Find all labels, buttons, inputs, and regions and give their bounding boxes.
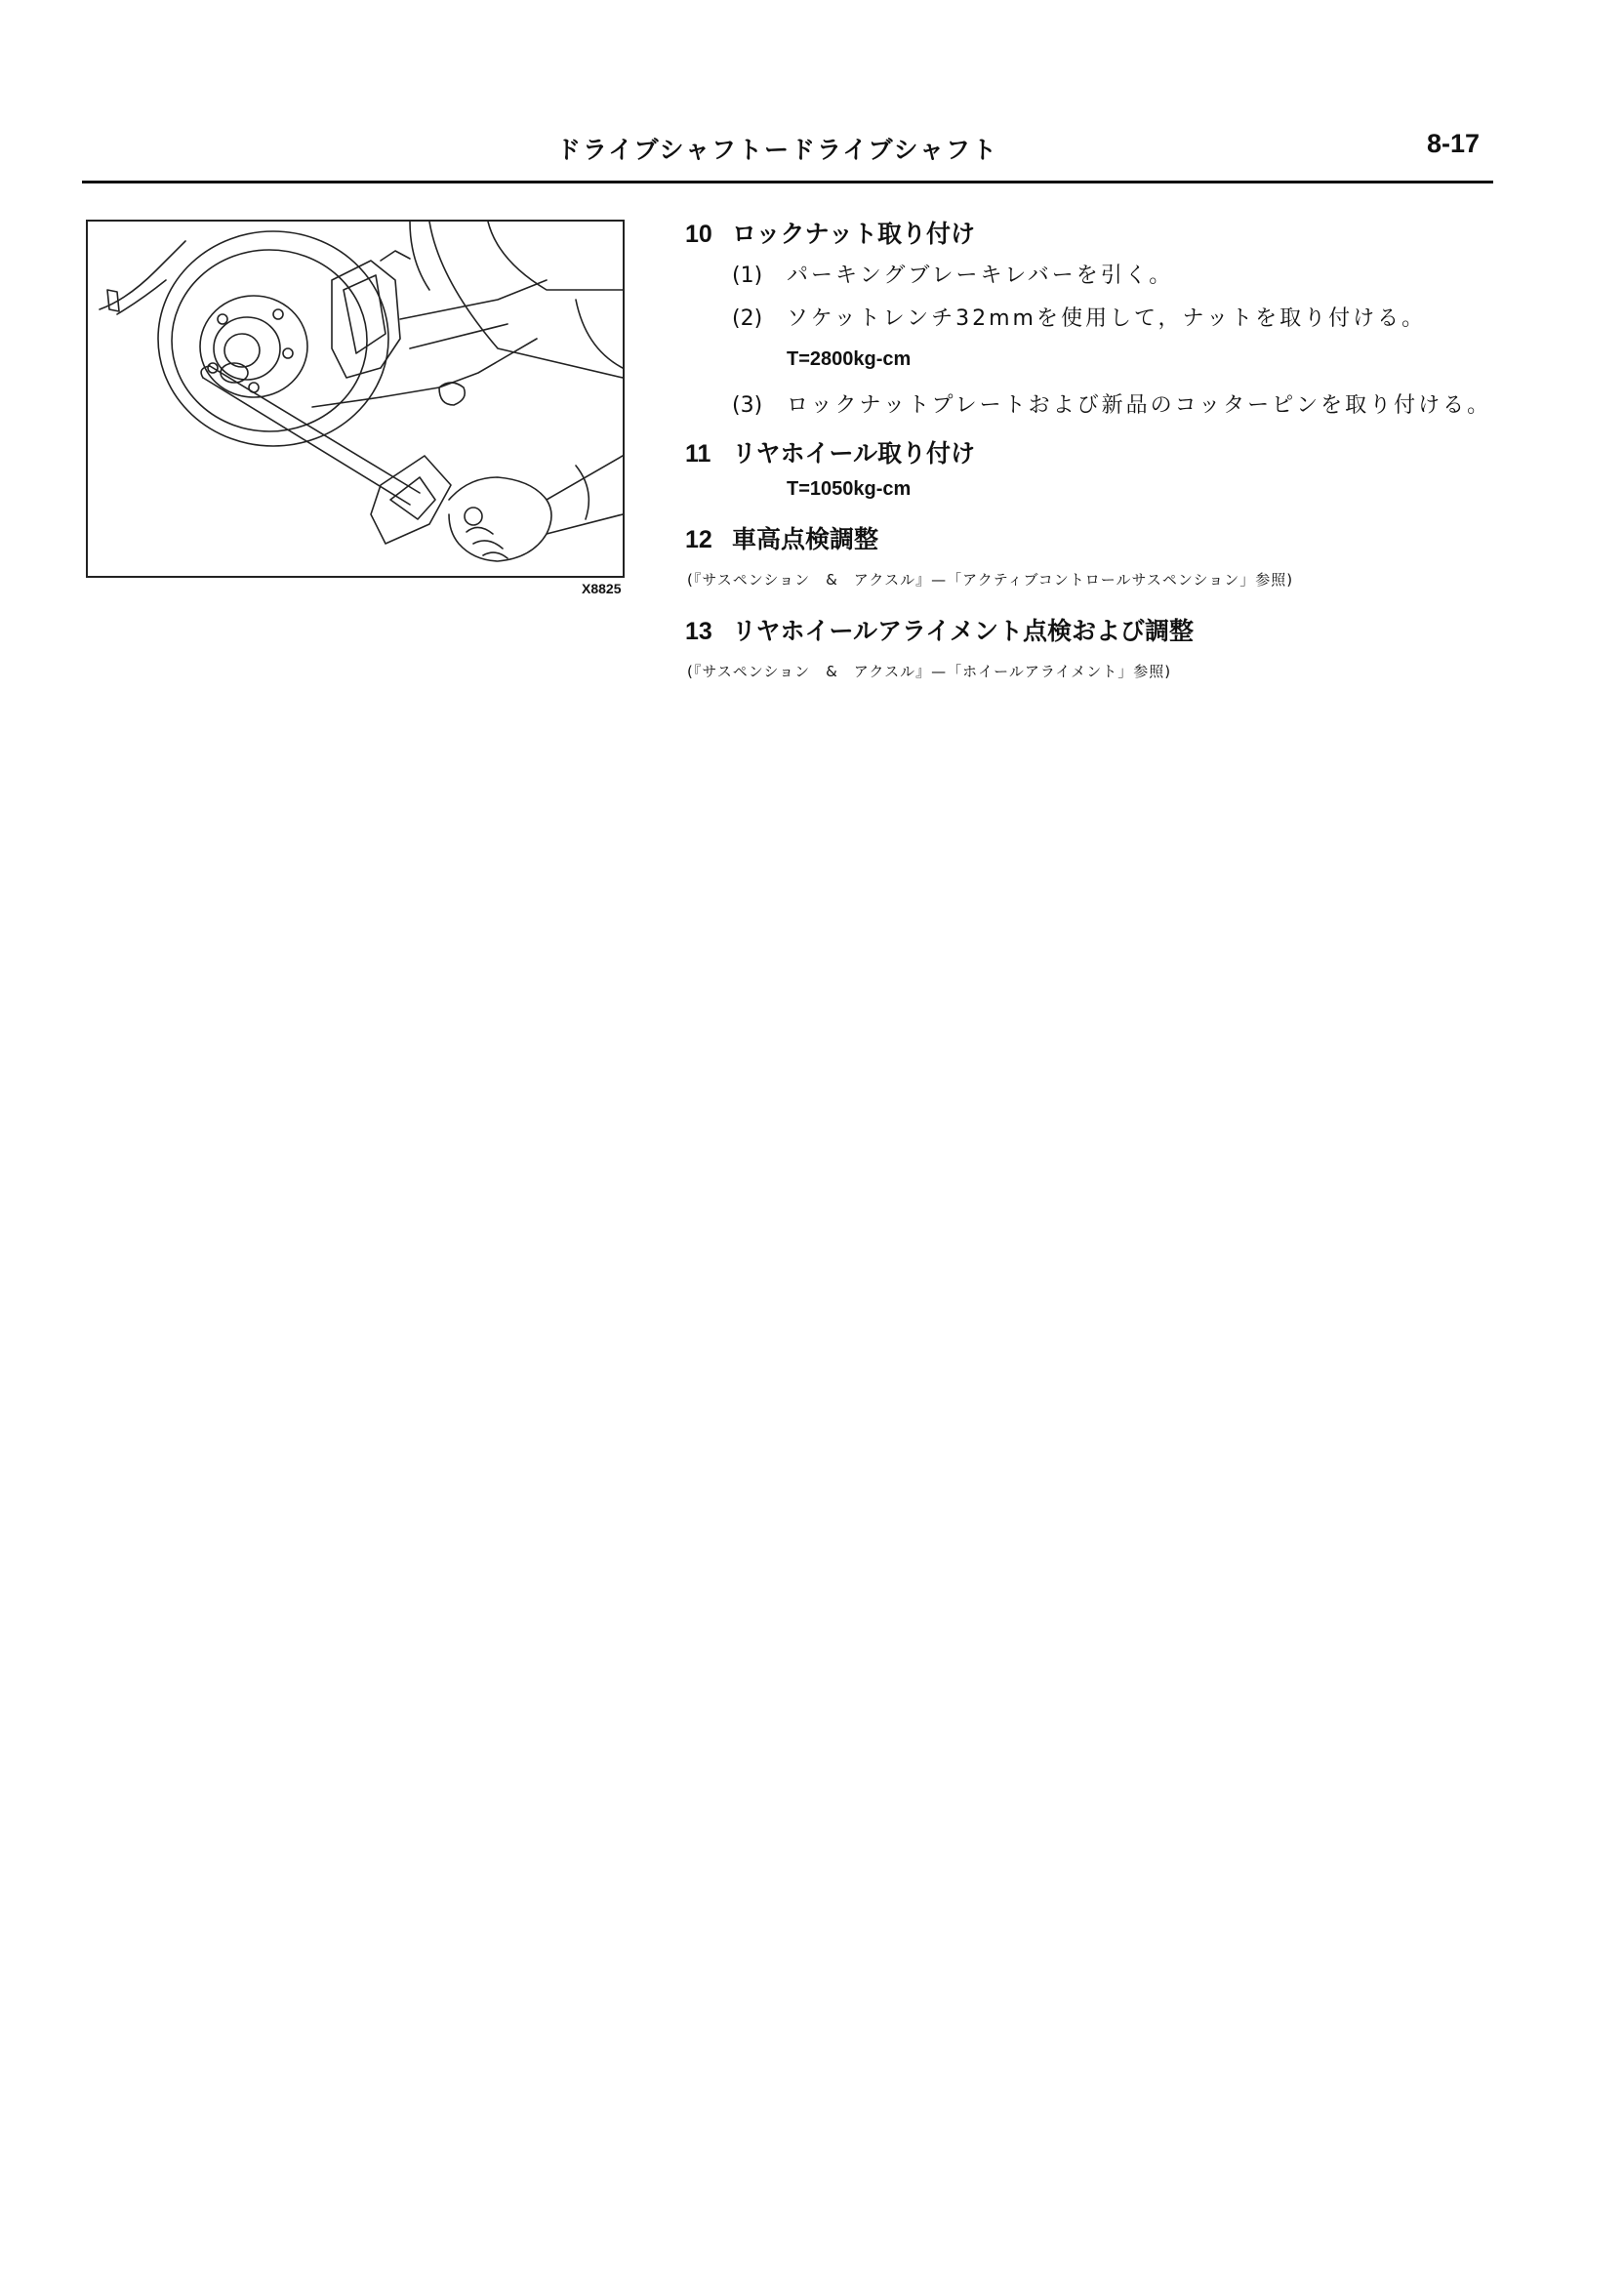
torque-spec-wheel: T=1050kg-cm (787, 478, 912, 500)
substep-10-1 (732, 259, 1173, 289)
step-title-text: 車高点検調整 (732, 525, 879, 553)
step-11-title (685, 434, 975, 469)
figure-illustration (86, 220, 625, 578)
step-10-title (685, 215, 975, 250)
reference-note-12: (『サスペンション & アクスル』—「アクティブコントロールサスペンション」参照) (687, 571, 1294, 589)
substep-text: ロックナットプレートおよび新品のコッターピンを取り付ける。 (787, 393, 1492, 418)
substep-10-3 (732, 388, 1491, 419)
page-number: 8-17 (1427, 129, 1481, 158)
substep-text: ソケットレンチ32mmを使用して，ナットを取り付ける。 (787, 306, 1427, 331)
substep-text: パーキングブレーキレバーを引く。 (787, 264, 1174, 288)
step-title-text: リヤホイール取り付け (732, 439, 976, 468)
reference-note-13: (『サスペンション & アクスル』—「ホイールアライメント」参照) (687, 663, 1172, 680)
substep-number: (1) (732, 264, 763, 288)
substep-10-2 (732, 302, 1426, 332)
figure-code: X8825 (582, 581, 622, 596)
step-number: 13 (685, 618, 712, 645)
header-rule (82, 181, 1493, 183)
step-number: 12 (685, 526, 712, 553)
section-title: ドライブシャフトードライブシャフト (556, 136, 999, 164)
substep-number: (2) (732, 306, 763, 331)
step-title-text: リヤホイールアライメント点検および調整 (732, 617, 1195, 645)
torque-spec-locknut: T=2800kg-cm (787, 348, 912, 370)
step-number: 11 (685, 440, 711, 468)
step-title-text: ロックナット取り付け (732, 220, 976, 248)
step-number: 10 (685, 221, 712, 248)
step-13-title (685, 612, 1194, 647)
step-12-title (685, 520, 878, 555)
substep-number: (3) (732, 393, 763, 418)
brake-disc-locknut-illustration (88, 222, 623, 576)
